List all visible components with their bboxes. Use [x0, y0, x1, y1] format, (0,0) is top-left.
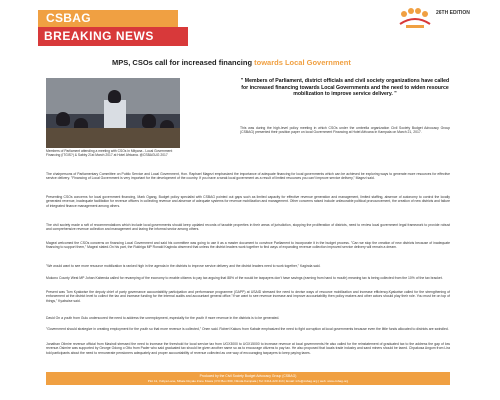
- paragraph-6: Mukono County West MP Johan Kabenda called for revamping of the economy to enable citizens to pay tax arguing that 88% of the would be taxpayers don't have savings (earning from hand to mouth) meaning tax is being collected from the 10% of the tax bracket.: [46, 276, 443, 280]
- headline-text: MPS, CSOs call for increased financing: [112, 58, 255, 67]
- breaking-news-banner: [38, 27, 188, 46]
- paragraph-10: Jonathan Oiimire revenue official from Masindi stressed the need to increase the threshold for local service tax from UGX3000 to UGX15000 to increase revenue at local governments.He also called for the reinstatement of graduated tax to the address the gap of low revenue.Osimire was supported by George Odong o Otto from Pader who said graduated tax should be given another name so as to encourage citizens to pay tax. He also proposed that locals trade industry and sand miners should be taxed. Chpakosa Angom from Lira told participants about the need to remunerate pensioners adequately and proper accountability of revenue collected as one way of encouraging taxpayers to keep paying taxes.: [46, 342, 450, 355]
- footer-band: [46, 372, 450, 385]
- paragraph-4: Magezi welcomed the CSOs concerns on financing Local Government and said his committee was going to use it as a master document to convince Parliament to incorporate it in the budget process. "Can we stop the creation of new districts because of inadequate financing to support them," Magezi stated.On his part, the Rukiriga MP Ronald Kaginda observed that unless the district leaders work together to find ways of expanding revenue collection improved service delivery will remain a dream.: [46, 241, 450, 250]
- footer-contact: Plot 11, Vubya Lane, Mbale Royale Zone Kiswa | P.O Box 660, Ntinda Kampala | Tel: 0414-220 413 | Email: info@csbag.org | web: www.csbag.org: [147, 379, 349, 383]
- paragraph-7: Present was Tom Kyakwise the deputy chief of party governance accountability participation and performance programme (GAPP) at USAID stressed the need to devise ways of resource mobilization and increase efficiency.Kyakwise called for the strengthening of enforcement at the district level to collect the tax and increase funding for the internal audits and accountant general office."If we want to see revenue increase and improve accountability then policy makers and other actors should play their role. You must be on top of things," Kyakwise said.: [46, 290, 450, 303]
- headline-accent: towards Local Government: [254, 58, 351, 67]
- brand-banner: [38, 10, 178, 27]
- pull-quote: " Members of Parliament, district officials and civil society organizations have called for increased financing towards Local Governments and the need to widen resource mobilization to improve service delivery. ": [240, 78, 450, 98]
- meeting-photo: [46, 78, 180, 148]
- lead-paragraph: This was during the high-level policy meeting in which CSOs under the umbrella organization Civil Society Budget Advocacy Group (CSBAG) presented their position paper on local Government Financing at Hotel Africana in Kampala on March 21, 2017.: [240, 126, 450, 135]
- paragraph-3: The civil society made a raft of recommendations which include local governments should keep updated records of taxable properties in their areas of jurisdiction, stopping the proliferation of districts, need to review local government legal framework to provide robust and comprehensive revenue collection and management and taxing the informal sector among others.: [46, 223, 450, 232]
- breaking-news-label: BREAKING NEWS: [44, 29, 154, 43]
- article-headline: [112, 58, 442, 67]
- paragraph-2: Presenting CSOs concerns for local government financing, Mark Ogang, Budget policy specialist with CSBAG pointed out gaps such as limited capacity for effective revenue generation and management, limited staffing, absence of autonomy to control the locally generated revenue, inadequate facilitation for revenue officers in collecting revenue and absence of adequate systems for revenue mobilization and management. Other concerns raised include unfavorable political pronouncement, the creation of new districts and failure of integrated finance management among others.: [46, 195, 450, 208]
- paragraph-1: The chairpersons of Parliamentary Committee on Public Service and Local Government, Hon. Raphael Magezi emphasized the importance of adequate financing for local governments which can be achieved be exploring ways to generate more resources for effective service delivery. "Financing of Local Government is very important for the development of the country. If you have a weak local government as a result of limited resources you can't improve service delivery," Magezi said.: [46, 172, 450, 181]
- edition-label: 26TH EDITION: [436, 10, 470, 16]
- footer-producer: Produced by the Civil Society Budget Advocacy Group (CSBAG): [199, 374, 297, 378]
- csbag-logo-icon: [398, 6, 432, 30]
- paragraph-9: "Government should strategize in creating employment for the youth so that more revenue is collected," Onen said. Robert Kakuru from Kabale emphasized the need to fight corruption at local governments because even the little funds allocated to districts are swindled.: [46, 327, 449, 331]
- paragraph-5: "We would want to see more resource mobilization is ranked high in the agenda in the districts to improve service delivery and the district leaders need to work together," Kaginda said.: [46, 264, 321, 268]
- paragraph-8: David On a youth from Gulu underscored the need to address the unemployment, especially for the youth if more revenue in the districts is to be generated.: [46, 316, 280, 320]
- photo-caption: Members of Parliament attending a meeting with CSOs in Mityana - Local Government Financing (ITGIS?) & Sabby 21st March 2017 at Hotel Africana. @CSBAGUG 2017: [46, 149, 173, 158]
- brand-title: CSBAG: [46, 11, 91, 25]
